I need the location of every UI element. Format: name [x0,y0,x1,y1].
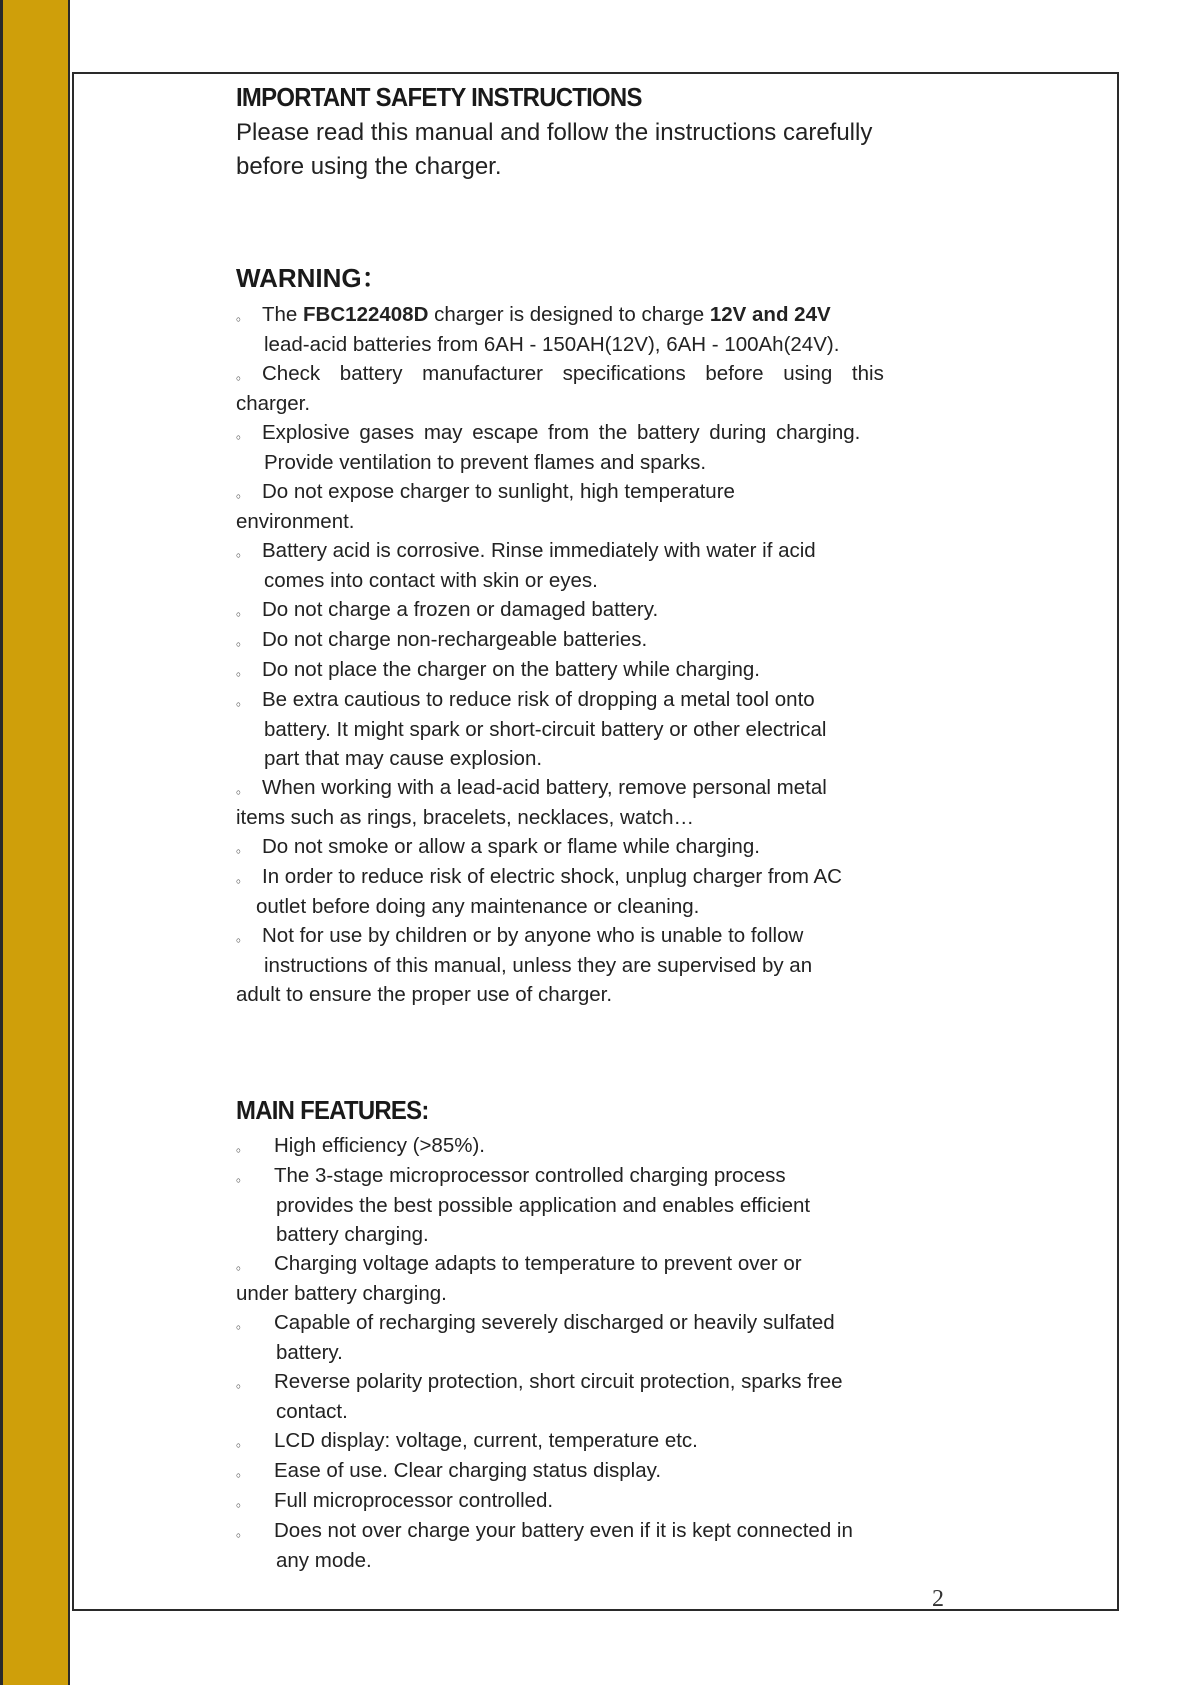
bullet-icon: 。 [236,1375,250,1390]
intro-line-1: Please read this manual and follow the instructions carefully [236,119,873,146]
bullet-icon: 。 [236,485,250,500]
item-text: comes into contact with skin or eyes. [264,569,598,592]
page-content [236,82,976,1575]
safety-title: IMPORTANT SAFETY INSTRUCTIONS [236,82,642,112]
item-text: Do not expose charger to sunlight, high temperature [262,480,735,503]
bullet-icon: 。 [236,1524,250,1539]
warning-list [236,300,976,1009]
bullet-icon: 。 [236,1169,250,1184]
item-text: Be extra cautious to reduce risk of dropping a metal tool onto [262,688,815,711]
bullet-icon: 。 [236,1434,250,1449]
side-band-edge [0,0,3,1685]
list-item [236,1249,976,1308]
safety-intro [236,116,976,184]
bullet-icon: 。 [236,426,250,441]
intro-line-2: before using the charger. [236,153,502,180]
item-text: part that may cause explosion. [264,747,543,770]
item-text: adult to ensure the proper use of charger. [236,983,613,1006]
item-text: Do not smoke or allow a spark or flame while charging. [262,835,760,858]
item-text: Do not charge a frozen or damaged battery. [262,598,659,621]
item-text: Do not charge non-rechargeable batteries. [262,628,648,651]
bullet-icon: 。 [236,1464,250,1479]
item-text: Check battery manufacturer specifications before using this [262,362,884,385]
bullet-icon: 。 [236,308,250,323]
list-item [236,1426,976,1456]
bullet-icon: 。 [236,367,250,382]
list-item [236,832,976,862]
bullet-icon: 。 [236,929,250,944]
item-text: LCD display: voltage, current, temperature etc. [274,1429,698,1452]
list-item [236,595,976,625]
side-color-band [0,0,70,1685]
bullet-icon: 。 [236,870,250,885]
item-text: items such as rings, bracelets, necklaces, watch… [236,806,695,829]
item-text: Charging voltage adapts to temperature to prevent over or [274,1252,802,1275]
item-text: any mode. [276,1549,372,1572]
item-text: outlet before doing any maintenance or cleaning. [256,895,700,918]
list-item [236,921,976,1009]
item-text: When working with a lead-acid battery, remove personal metal [262,776,827,799]
item-text: Battery acid is corrosive. Rinse immediately with water if acid [262,539,816,562]
list-item [236,1367,976,1426]
features-list [236,1131,976,1575]
item-text: In order to reduce risk of electric shock, unplug charger from AC [262,865,842,888]
item-text: under battery charging. [236,1282,447,1305]
voltage-range: 12V and 24V [709,303,831,326]
item-text: Full microprocessor controlled. [274,1489,554,1512]
bullet-icon: 。 [236,693,250,708]
item-text: Capable of recharging severely discharged or heavily sulfated [274,1311,835,1334]
item-text: contact. [276,1400,348,1423]
list-item [236,1131,976,1161]
item-text: Reverse polarity protection, short circuit protection, sparks free [274,1370,843,1393]
item-text: Provide ventilation to prevent flames and sparks. [264,451,707,474]
list-item [236,1456,976,1486]
bullet-icon: 。 [236,1257,250,1272]
item-text: lead-acid batteries from 6AH - 150AH(12V), 6AH - 100Ah(24V). [264,333,840,356]
bullet-icon: 。 [236,633,250,648]
item-text: The [262,303,304,326]
list-item [236,300,976,359]
page-number: 2 [932,1586,944,1612]
bullet-icon: 。 [236,663,250,678]
list-item [236,773,976,832]
item-text: battery. It might spark or short-circuit battery or other electrical [264,718,827,741]
list-item [236,685,976,773]
item-text: battery. [276,1341,343,1364]
warning-heading: WARNING： [236,263,388,293]
bullet-icon: 。 [236,840,250,855]
list-item [236,418,976,477]
bullet-icon: 。 [236,1139,250,1154]
list-item [236,1161,976,1249]
model-number: FBC122408D [303,303,429,326]
bullet-icon: 。 [236,603,250,618]
bullet-icon: 。 [236,1494,250,1509]
item-text: Ease of use. Clear charging status display. [274,1459,662,1482]
item-text: charger is designed to charge [428,303,710,326]
item-text: Do not place the charger on the battery while charging. [262,658,760,681]
list-item [236,1516,976,1575]
item-text: High efficiency (>85%). [274,1134,485,1157]
item-text: Not for use by children or by anyone who is unable to follow [262,924,804,947]
item-text: The 3-stage microprocessor controlled charging process [274,1164,786,1187]
item-text: Does not over charge your battery even if it is kept connected in [274,1519,853,1542]
list-item [236,625,976,655]
list-item [236,1308,976,1367]
item-text: battery charging. [276,1223,429,1246]
item-text: provides the best possible application and enables efficient [276,1194,811,1217]
bullet-icon: 。 [236,544,250,559]
bullet-icon: 。 [236,1316,250,1331]
list-item [236,536,976,595]
item-text: Explosive gases may escape from the battery during charging. [262,421,861,444]
list-item [236,655,976,685]
item-text: charger. [236,392,311,415]
list-item [236,477,976,536]
list-item [236,1486,976,1516]
item-text: environment. [236,510,355,533]
item-text: instructions of this manual, unless they are supervised by an [264,954,813,977]
list-item [236,359,976,418]
bullet-icon: 。 [236,781,250,796]
features-heading: MAIN FEATURES: [236,1095,429,1125]
list-item [236,862,976,921]
